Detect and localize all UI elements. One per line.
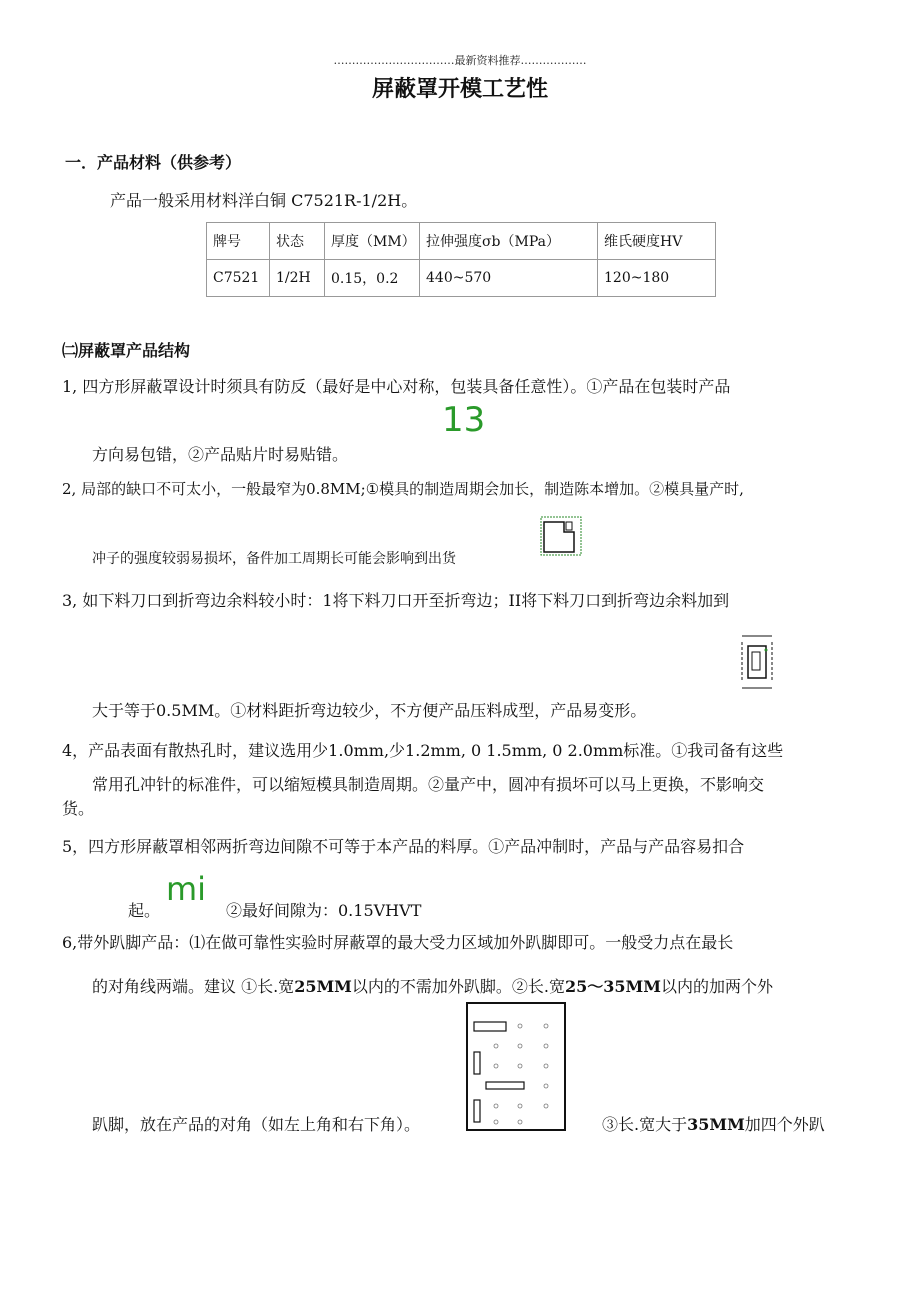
item1-mark: 13 [442, 400, 486, 440]
table-cell: 0.15，0.2 [325, 260, 420, 297]
item6-line1: 6,带外趴脚产品：⑴在做可靠性实验时屏蔽罩的最大受力区域加外趴脚即可。一般受力点在最长 [62, 933, 734, 952]
shield-foot-diagram-icon [466, 1002, 568, 1132]
table-header-cell: 拉伸强度σb（MPa） [420, 223, 598, 260]
item6-line3-text: ③长.宽大于 [602, 1115, 688, 1134]
material-spec-table [206, 222, 716, 297]
item2-line2: 冲子的强度较弱易损坏，备件加工周期长可能会影响到出货 [92, 551, 456, 567]
table-cell: 1/2H [270, 260, 325, 297]
item3-line1: 3, 如下料刀口到折弯边余料较小时：1将下料刀口开至折弯边；II将下料刀口到折弯边余料加到 [62, 591, 730, 610]
page-title: 屏蔽罩开模工艺性 [371, 77, 548, 102]
blanking-edge-diagram-icon [738, 634, 776, 690]
item6-line2-dim: 25MM [294, 977, 352, 996]
table-header-cell: 维氏硬度HV [598, 223, 716, 260]
item6-line2-text: 的对角线两端。建议 ①长.宽 [92, 977, 295, 996]
item5-line1: 5，四方形屏蔽罩相邻两折弯边间隙不可等于本产品的料厚。①产品冲制时，产品与产品容易扣合 [62, 837, 745, 856]
table-cell: 440~570 [420, 260, 598, 297]
item6-line3-text: 加四个外趴 [744, 1115, 825, 1134]
table-header-cell: 厚度（MM） [325, 223, 420, 260]
table-header-row [207, 223, 716, 260]
item4-line3: 货。 [62, 799, 95, 818]
item3-line2: 大于等于0.5MM。①材料距折弯边较少，不方便产品压料成型，产品易变形。 [92, 701, 647, 720]
item6-line2 [92, 974, 773, 997]
header-note: ……………………………最新资料推荐……………… [333, 54, 587, 67]
item2-line1: 2, 局部的缺口不可太小，一般最窄为0.8MM;①模具的制造周期会加长，制造陈本增加。②模具量产时, [62, 480, 744, 498]
item6-line2-text: 以内的不需加外趴脚。②长.宽 [351, 977, 565, 996]
item5-post: ②最好间隙为：0.15VHVT [226, 901, 422, 920]
table-cell: C7521 [207, 260, 270, 297]
item1-line2: 方向易包错，②产品贴片时易贴错。 [92, 445, 349, 464]
item6-line2-text: 以内的加两个外 [660, 977, 773, 996]
section1-heading: 一．产品材料（供参考） [65, 153, 242, 172]
section1-intro: 产品一般采用材料洋白铜 C7521R-1/2H。 [110, 191, 418, 210]
item4-line2: 常用孔冲针的标准件，可以缩短模具制造周期。②量产中，圆冲有损坏可以马上更换，不影响交 [92, 775, 765, 794]
section2-heading: ㈡屏蔽罩产品结构 [62, 341, 191, 360]
table-cell: 120~180 [598, 260, 716, 297]
table-header-cell: 牌号 [207, 223, 270, 260]
item1-line1: 1, 四方形屏蔽罩设计时须具有防反（最好是中心对称，包装具备任意性）。①产品在包装时产品 [62, 377, 731, 396]
table-row [207, 260, 716, 297]
item6-line2-dim: 25〜35MM [564, 977, 661, 996]
item5-pre: 起。 [128, 901, 161, 920]
notch-diagram-icon [540, 516, 584, 558]
table-header-cell: 状态 [270, 223, 325, 260]
item6-line3a: 趴脚，放在产品的对角（如左上角和右下角）。 [92, 1115, 421, 1134]
item6-line3-dim: 35MM [687, 1115, 745, 1134]
item6-line3b [602, 1112, 825, 1135]
item5-mark: mi [166, 870, 207, 908]
item4-line1: 4，产品表面有散热孔时，建议选用少1.0mm,少1.2mm, 0 1.5mm, 0 2.0mm标准。①我司备有这些 [62, 741, 784, 760]
